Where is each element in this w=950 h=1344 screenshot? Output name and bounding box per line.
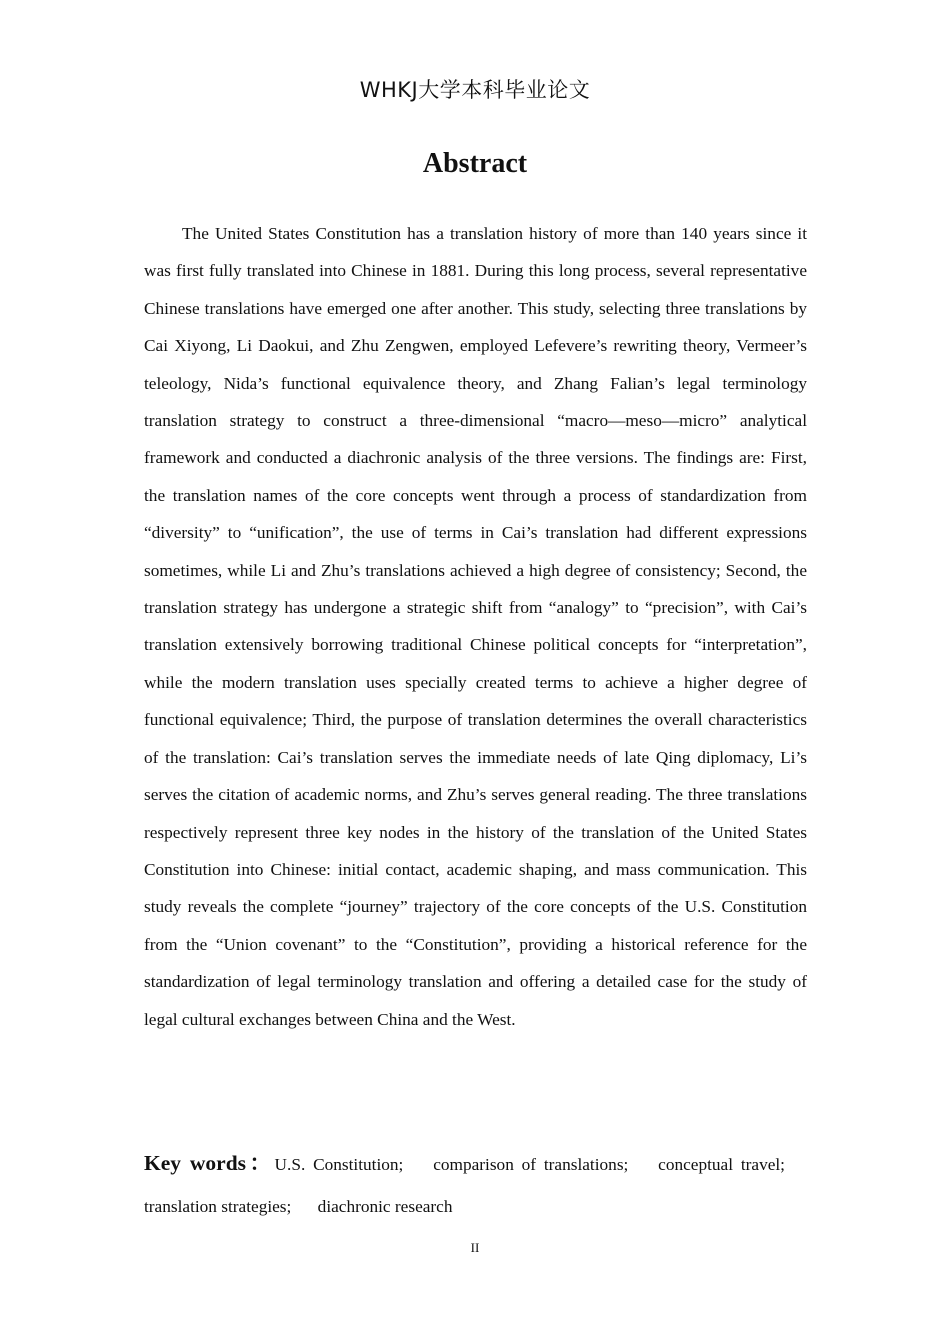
keyword-item: comparison of translations; xyxy=(433,1155,629,1174)
abstract-paragraph: The United States Constitution has a translation history of more than 140 years since it was first fully translated into Chinese in 1881. During this long process, several representative Chinese translations have emerged one after another. This study, selecting three translations by Cai Xiyong, Li Daokui, and Zhu Zengwen, employed Lefevere’s rewriting theory, Vermeer’s teleology, Nida’s functional equivalence theory, and Zhang Falian’s legal terminology translation strategy to construct a three-dimensional “macro—meso—micro” analytical framework and conducted a diachronic analysis of the three versions. The findings are: First, the translation names of the core concepts went through a process of standardization from “diversity” to “unification”, the use of terms in Cai’s translation had different expressions sometimes, while Li and Zhu’s translations achieved a high degree of consistency; Second, the translation strategy has undergone a strategic shift from “analogy” to “precision”, with Cai’s translation extensively borrowing traditional Chinese political concepts for “interpretation”, while the modern translation uses specially created terms to achieve a higher degree of functional equivalence; Third, the purpose of translation determines the overall characteristics of the translation: Cai’s translation serves the immediate needs of late Qing diplomacy, Li’s serves the citation of academic norms, and Zhu’s serves general reading. The three translations respectively represent three key nodes in the history of the translation of the United States Constitution into Chinese: initial contact, academic shaping, and mass communication. This study reveals the complete “journey” trajectory of the core concepts of the U.S. Constitution from the “Union covenant” to the “Constitution”, providing a historical reference for the standardization of legal terminology translation and offering a detailed case for the study of legal cultural exchanges between China and the West. xyxy=(144,224,807,1029)
keyword-item: conceptual travel; xyxy=(658,1155,785,1174)
keywords-section xyxy=(144,1142,807,1228)
page-number: II xyxy=(470,1240,480,1255)
abstract-title: Abstract xyxy=(422,148,528,179)
keywords-label: Key words： xyxy=(144,1151,275,1175)
keyword-item: diachronic research xyxy=(317,1197,453,1216)
keyword-item: U.S. Constitution; xyxy=(274,1155,404,1174)
keyword-item: translation strategies; xyxy=(144,1197,292,1216)
running-header: WHKJ大学本科毕业论文 xyxy=(359,78,591,102)
